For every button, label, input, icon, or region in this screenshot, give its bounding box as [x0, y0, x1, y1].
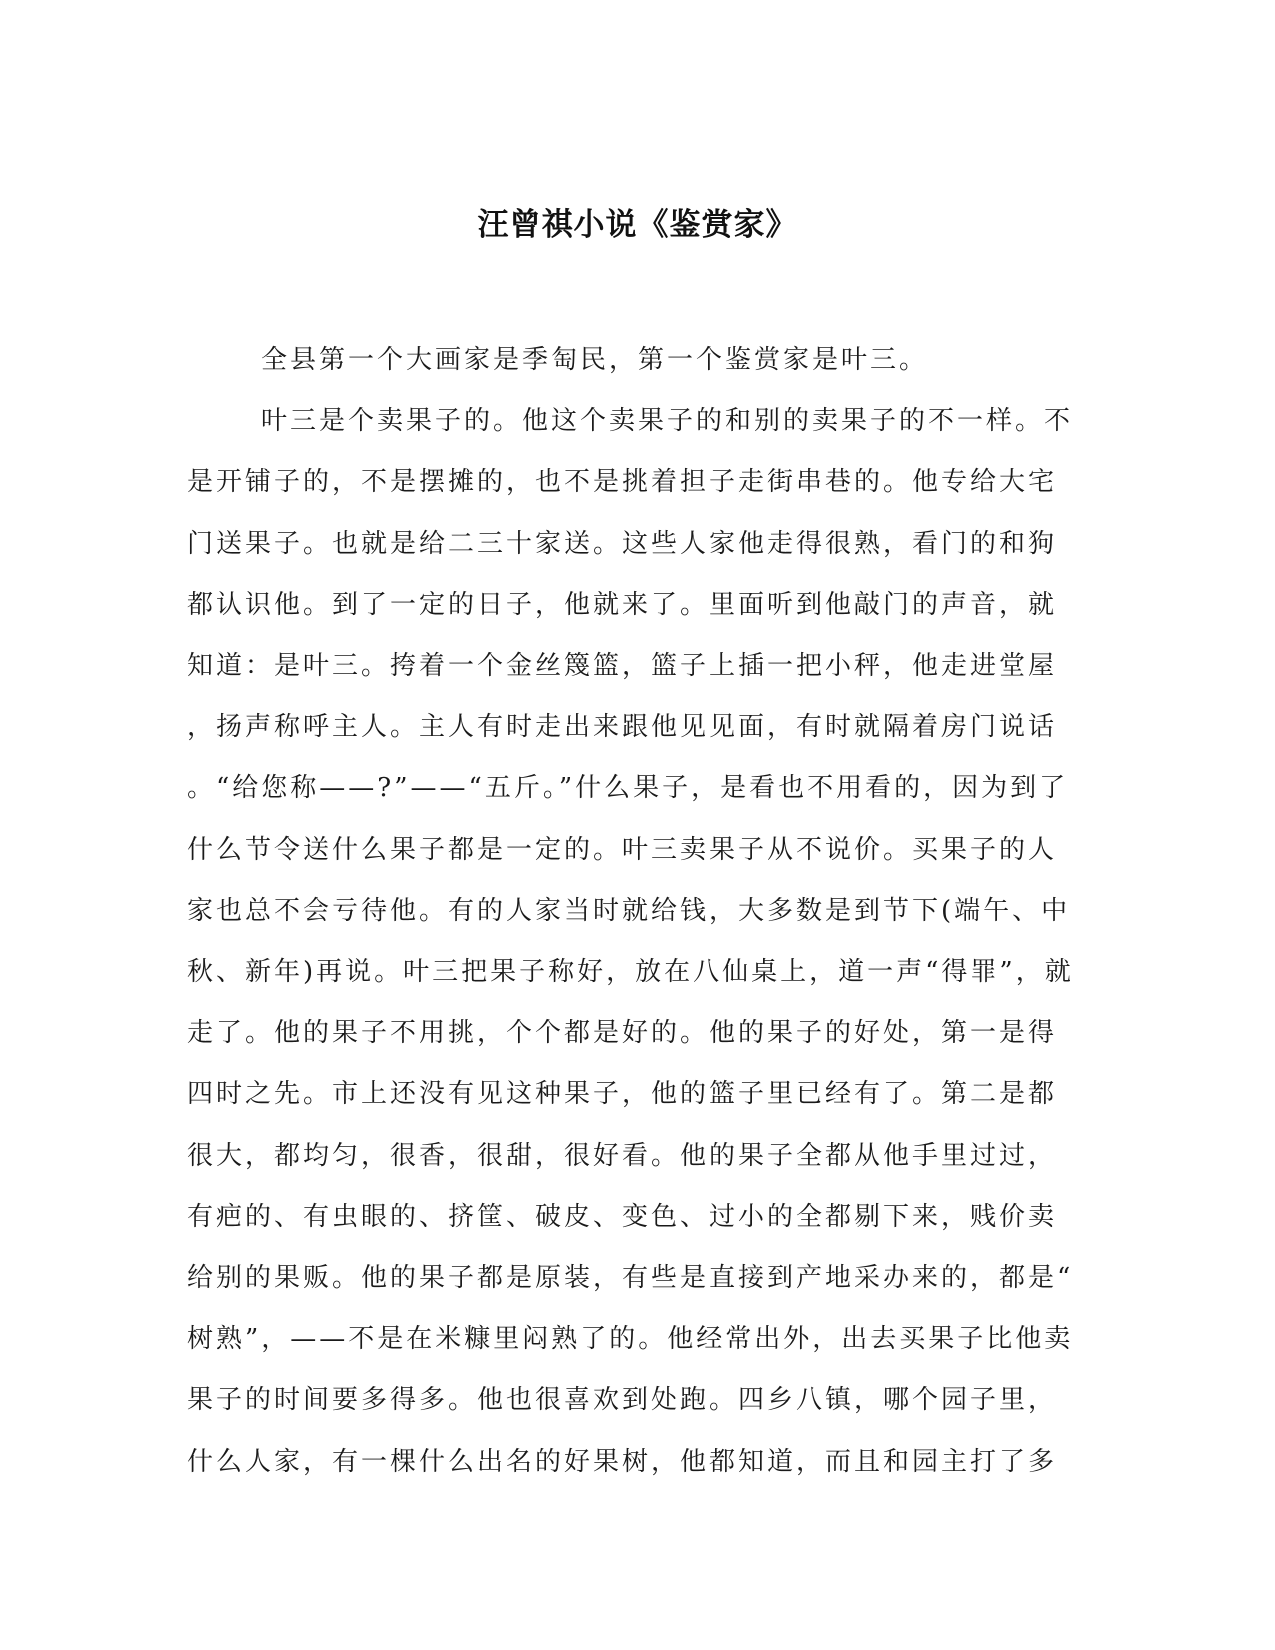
text-line: 四时之先。市上还没有见这种果子，他的篮子里已经有了。第二是都 [187, 1079, 1058, 1110]
text-line: 树熟”，——不是在米糠里闷熟了的。他经常出外，出去买果子比他卖 [187, 1324, 1074, 1355]
text-line: 有疤的、有虫眼的、挤筐、破皮、变色、过小的全都剔下来，贱价卖 [187, 1201, 1058, 1232]
text-line: 都认识他。到了一定的日子，他就来了。里面听到他敲门的声音，就 [187, 589, 1058, 620]
paragraph-1 [187, 330, 1067, 391]
text-line: 什么人家，有一棵什么出名的好果树，他都知道，而且和园主打了多 [187, 1446, 1058, 1477]
paragraph-2 [187, 391, 1074, 1493]
text-line: 给别的果贩。他的果子都是原装，有些是直接到产地采办来的，都是“ [187, 1263, 1074, 1294]
text-line: 是开铺子的，不是摆摊的，也不是挑着担子走街串巷的。他专给大宅 [187, 467, 1058, 498]
document-body [187, 330, 1074, 1493]
text-line: 什么节令送什么果子都是一定的。叶三卖果子从不说价。买果子的人 [187, 834, 1058, 865]
text-line: 门送果子。也就是给二三十家送。这些人家他走得很熟，看门的和狗 [187, 528, 1058, 559]
text-line: 果子的时间要多得多。他也很喜欢到处跑。四乡八镇，哪个园子里， [187, 1385, 1058, 1416]
text-line: 很大，都均匀，很香，很甜，很好看。他的果子全都从他手里过过， [187, 1140, 1058, 1171]
text-line: 家也总不会亏待他。有的人家当时就给钱，大多数是到节下(端午、中 [187, 895, 1071, 926]
text-line: 全县第一个大画家是季匋民，第一个鉴赏家是叶三。 [261, 345, 929, 375]
text-line: 走了。他的果子不用挑，个个都是好的。他的果子的好处，第一是得 [187, 1018, 1058, 1049]
text-line: 知道：是叶三。挎着一个金丝篾篮，篮子上插一把小秤，他走进堂屋 [187, 651, 1058, 682]
document-title: 汪曾祺小说《鉴赏家》 [477, 207, 798, 243]
text-line: 叶三是个卖果子的。他这个卖果子的和别的卖果子的不一样。不 [261, 406, 1074, 437]
text-line: ，扬声称呼主人。主人有时走出来跟他见见面，有时就隔着房门说话 [187, 712, 1058, 743]
text-line: 秋、新年)再说。叶三把果子称好，放在八仙桌上，道一声“得罪”，就 [187, 957, 1074, 988]
text-line: 。“给您称——?”——“五斤。”什么果子，是看也不用看的，因为到了 [187, 773, 1069, 804]
